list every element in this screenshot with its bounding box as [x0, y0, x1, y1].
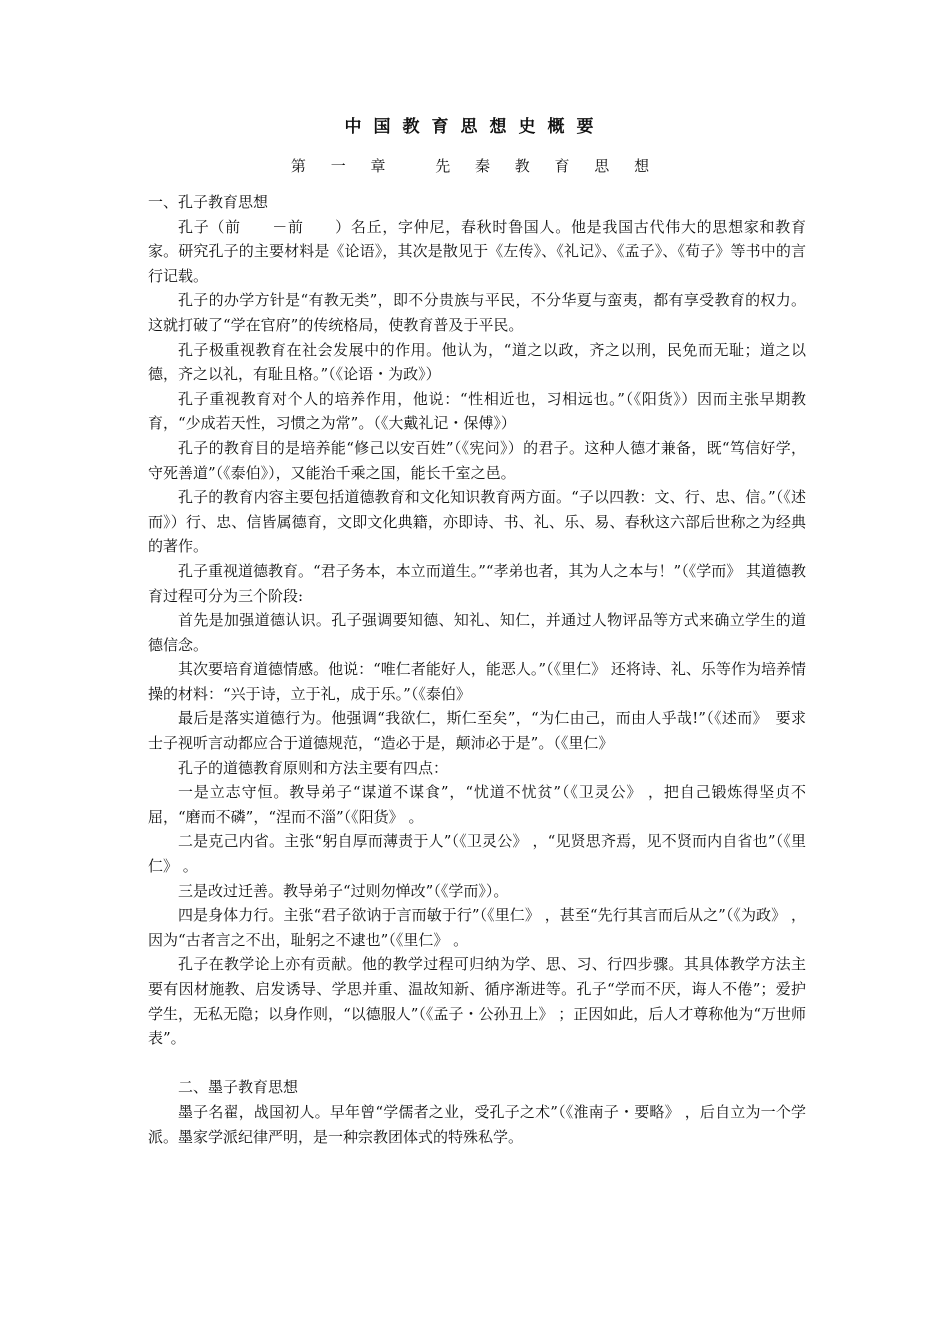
- paragraph: 孔子的教育目的是培养能“修己以安百姓”（《宪问》）的君子。这种人德才兼备，既“笃信好学，守死善道”（《泰伯》），又能治千乘之国，能长千室之邑。: [148, 438, 806, 482]
- paragraph: 孔子极重视教育在社会发展中的作用。他认为，“道之以政，齐之以刑，民免而无耻；道之以德，齐之以礼，有耻且格。”（《论语・为政》）: [148, 340, 806, 384]
- paragraph: 孔子在教学论上亦有贡献。他的教学过程可归纳为学、思、习、行四步骤。其具体教学方法主要有因材施教、启发诱导、学思并重、温故知新、循序渐进等。孔子“学而不厌，诲人不倦”；爱护学生，无私无隐；以身作则，“以德服人”（《孟子・公孙丑上》 ；正因如此，后人才尊称他为“万世师表”。: [148, 955, 806, 1048]
- paragraph: 孔子重视教育对个人的培养作用，他说：“性相近也，习相远也。”（《阳货》）因而主张早期教育，“少成若天性，习惯之为常”。（《大戴礼记・保傅》）: [148, 389, 806, 433]
- paragraph: 四是身体力行。主张“君子欲讷于言而敏于行”（《里仁》 ，甚至“先行其言而后从之”（《为政》 ，因为“古者言之不出，耻躬之不逮也”（《里仁》 。: [148, 906, 806, 949]
- paragraph: 首先是加强道德认识。孔子强调要知德、知礼、知仁，并通过人物评品等方式来确立学生的道德信念。: [148, 611, 806, 654]
- paragraph: 二是克己内省。主张“躬自厚而薄责于人”（《卫灵公》 ，“见贤思齐焉，见不贤而内自省也”（《里仁》 。: [148, 832, 806, 876]
- section-heading-mozi: 二、墨子教育思想: [178, 1078, 299, 1097]
- paragraph: 孔子（前 －前 ）名丘，字仲尼，春秋时鲁国人。他是我国古代伟大的思想家和教育家。研究孔子的主要材料是《论语》，其次是散见于《左传》、《礼记》、《孟子》、《荀子》等书中的言行记载。: [148, 217, 806, 285]
- paragraph: 孔子的道德教育原则和方法主要有四点：: [178, 758, 449, 777]
- section-heading-confucius: 一、孔子教育思想: [148, 193, 269, 211]
- paragraph: 最后是落实道德行为。他强调“我欲仁，斯仁至矣”，“为仁由己，而由人乎哉!”（《述而》 要求士子视听言动都应合于道德规范，“造必于是，颠沛必于是”。（《里仁》: [148, 709, 806, 753]
- paragraph: 墨子名翟，战国初人。早年曾“学儒者之业，受孔子之术”（《淮南子・要略》 ，后自立为一个学派。墨家学派纪律严明，是一种宗教团体式的特殊私学。: [148, 1102, 806, 1146]
- document-title: 中国教育思想史概要: [344, 117, 606, 137]
- paragraph: 一是立志守恒。教导弟子“谋道不谋食”，“忧道不忧贫”（《卫灵公》 ，把自己锻炼得坚贞不屈，“磨而不磷”，“涅而不淄”（《阳货》 。: [148, 783, 806, 826]
- paragraph: 孔子的教育内容主要包括道德教育和文化知识教育两方面。“子以四教：文、行、忠、信。”（《述而》）行、忠、信皆属德育，文即文化典籍，亦即诗、书、礼、乐、易、春秋这六部后世称之为经典的著作。: [148, 488, 806, 556]
- paragraph: 其次要培育道德情感。他说：“唯仁者能好人，能恶人。”（《里仁》 还将诗、礼、乐等作为培养情操的材料：“兴于诗，立于礼，成于乐。”（《泰伯》: [148, 660, 806, 703]
- paragraph: 三是改过迁善。教导弟子“过则勿惮改”（《学而》）。: [178, 881, 509, 900]
- paragraph: 孔子的办学方针是“有教无类”，即不分贵族与平民，不分华夏与蛮夷，都有享受教育的权力。这就打破了“学在官府”的传统格局，使教育普及于平民。: [148, 291, 806, 334]
- section-spacer: [148, 1051, 806, 1076]
- paragraph: 孔子重视道德教育。“君子务本，本立而道生。”“孝弟也者，其为人之本与！”（《学而》 其道德教育过程可分为三个阶段:: [148, 561, 806, 605]
- document-body: [148, 190, 806, 1149]
- chapter-heading: 第 一 章 先 秦 教 育 思 想: [290, 157, 660, 175]
